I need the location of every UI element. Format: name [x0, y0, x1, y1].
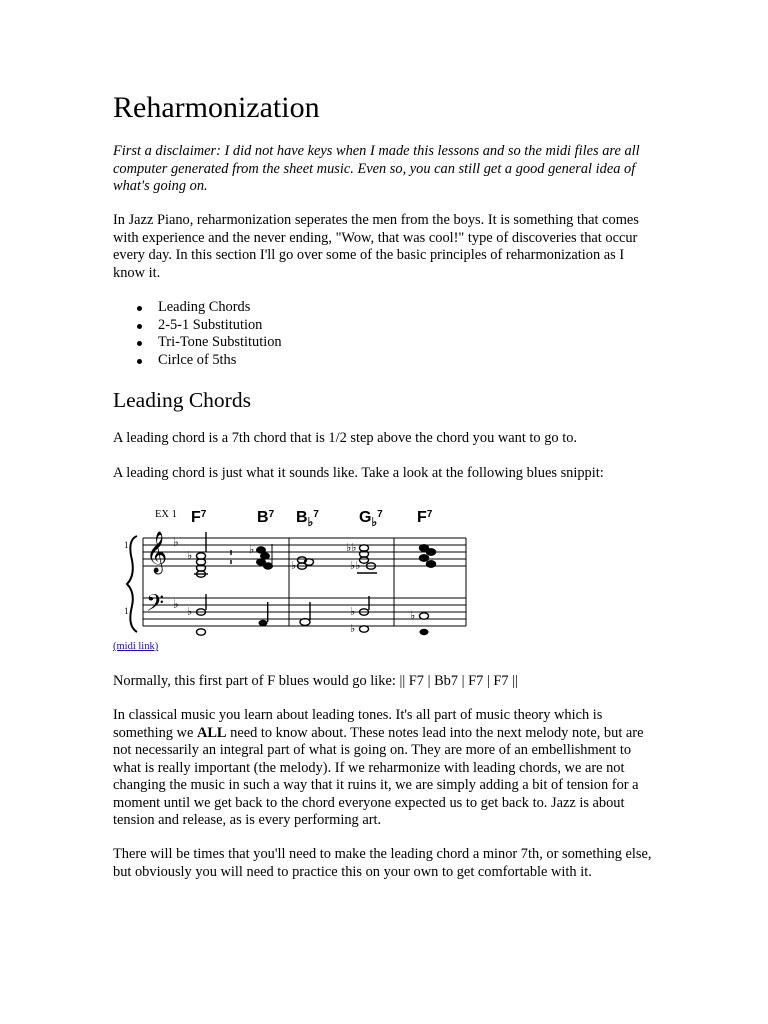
bullet-icon	[137, 341, 142, 346]
chord-symbol: $F^7$	[191, 509, 207, 526]
treble-clef-icon: 𝄞	[146, 532, 168, 573]
bullet-icon	[137, 306, 142, 311]
flat-icon: ♭	[291, 559, 297, 572]
midi-link[interactable]: (midi link)	[113, 641, 159, 652]
flat-icon: ♭	[187, 605, 193, 618]
list-item: Tri-Tone Substitution	[113, 334, 282, 352]
list-item: Leading Chords	[113, 299, 282, 317]
intro-paragraph: In Jazz Piano, reharmonization seperates the men from the boys. It is something that comes with experience and the never ending, "Wow, that was cool!" type of discoveries that occur every day. In this section I'll go over some of the basic principles of reharmonization as I know it.	[113, 212, 639, 281]
flat-icon: ♭	[249, 543, 255, 556]
sheet-music-example	[113, 502, 473, 640]
emphasis-all: ALL	[196, 724, 227, 741]
bullet-icon	[137, 359, 142, 364]
system-brace	[127, 536, 137, 632]
flat-key-icon: ♭	[173, 535, 179, 549]
flat-icon: ♭	[350, 622, 356, 635]
bass-clef-icon: 𝄢	[146, 589, 165, 622]
section-heading: Leading Chords	[113, 388, 251, 412]
chord-symbol: $B_♭^7$	[296, 509, 319, 529]
bullet-icon	[137, 324, 142, 329]
flat-key-icon: ♭	[173, 597, 179, 611]
measure-number: 1	[124, 606, 129, 616]
chord-symbol: $F^7$	[417, 509, 433, 526]
list-item: Cirlce of 5ths	[113, 352, 282, 370]
flat-icon: ♭	[187, 549, 193, 562]
closing-paragraph: There will be times that you'll need to make the leading chord a minor 7th, or something else, but obviously you will need to practice this on your own to get comfortable with it.	[113, 846, 652, 880]
list-item: 2-5-1 Substitution	[113, 317, 282, 335]
flat-icon: ♭♭	[346, 541, 357, 554]
classical-paragraph: In classical music you learn about leading tones. It's all part of music theory which is something we ALL need to know about. These notes lead into the next melody note, but are not necessarily an integral part of what is going on. They are more of an embellishment to what is really important (the melody). If we reharmonize with leading chords, we are not changing the music in such a way that it ruins it, we are simply adding a bit of tension for a moment until we get back to the chord everyone expected us to get back to. Jazz is about tension and release, as is every performing art.	[113, 707, 644, 828]
normal-progression-paragraph: Normally, this first part of F blues would go like: || F7 | Bb7 | F7 | F7 ||	[113, 673, 518, 689]
example-label: EX 1	[155, 509, 177, 520]
measure-number: 1	[124, 540, 129, 550]
page-title: Reharmonization	[113, 91, 320, 124]
chord-symbol: $G_♭^7$	[359, 509, 383, 529]
treble-notes	[194, 532, 436, 577]
flat-icon: ♭	[410, 609, 416, 622]
topics-list	[113, 299, 282, 369]
definition-paragraph: A leading chord is a 7th chord that is 1/2 step above the chord you want to go to.	[113, 430, 578, 446]
flat-icon: ♭	[350, 605, 356, 618]
flat-icon: ♭♭	[350, 559, 361, 572]
disclaimer-paragraph: First a disclaimer: I did not have keys when I made this lessons and so the midi files are all computer generated from the sheet music. Even so, you can still get a good general idea of what's going on.	[113, 143, 640, 194]
blues-intro-paragraph: A leading chord is just what it sounds like. Take a look at the following blues snippit:	[113, 465, 604, 481]
chord-symbol: $B^7$	[257, 509, 275, 526]
